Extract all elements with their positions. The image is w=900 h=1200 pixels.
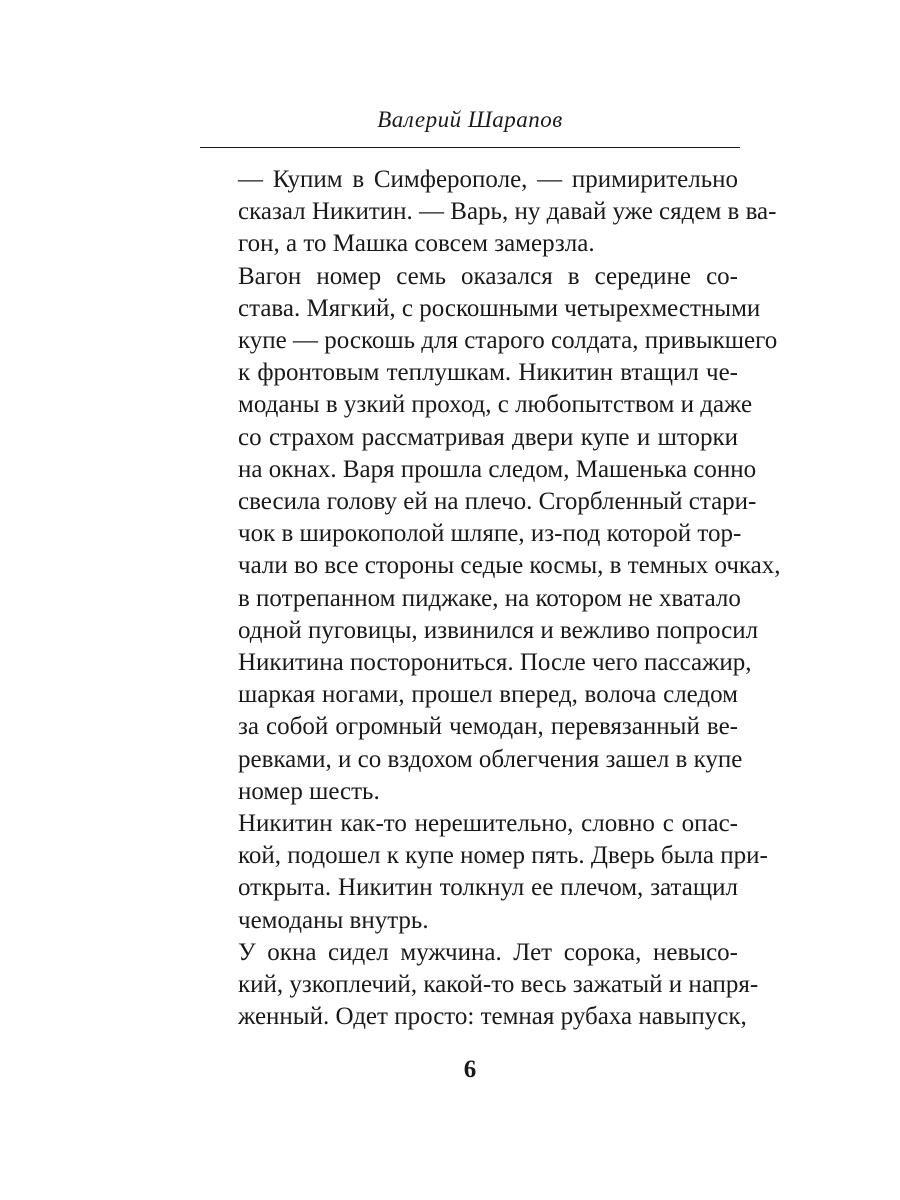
text-line: ревками, и со вздохом облегчения зашел в купе — [238, 745, 743, 773]
text-line: У окна сидел мужчина. Лет сорока, невысо- — [238, 938, 738, 966]
text-line: со страхом рассматривая двери купе и шторки — [238, 423, 738, 451]
text-line: кой, подошел к купе номер пять. Дверь была при- — [238, 842, 768, 870]
text-line: в потрепанном пиджаке, на котором не хватало — [238, 584, 741, 612]
body-text — [200, 164, 781, 1033]
text-line: чали во все стороны седые космы, в темных очках, — [238, 552, 781, 580]
running-title: Валерий Шарапов — [377, 107, 563, 132]
header-rule — [200, 147, 740, 148]
paragraph-3 — [200, 808, 768, 937]
text-line: к фронтовым теплушкам. Никитин втащил че- — [238, 359, 738, 387]
text-line: купе — роскошь для старого солдата, привыкшего — [238, 327, 778, 355]
text-line: моданы в узкий проход, с любопытством и даже — [238, 391, 753, 419]
text-line: одной пуговицы, извинился и вежливо попросил — [238, 616, 759, 644]
text-line: женный. Одет просто: темная рубаха навыпуск, — [238, 1003, 747, 1031]
page-number: 6 — [463, 1056, 477, 1083]
text-line: чемоданы внутрь. — [238, 906, 429, 934]
text-line: шаркая ногами, прошел вперед, волоча следом — [238, 681, 738, 709]
paragraph-4 — [200, 937, 759, 1034]
text-line: на окнах. Варя прошла следом, Машенька сонно — [238, 455, 757, 483]
paragraph-2 — [200, 261, 781, 808]
text-line: кий, узкоплечий, какой-то весь зажатый и напря- — [238, 971, 759, 999]
text-line: — Купим в Симферополе, — примирительно — [238, 166, 738, 193]
text-line: става. Мягкий, с роскошными четырехместными — [238, 294, 761, 322]
text-line: номер шесть. — [238, 777, 380, 805]
text-line: Никитина посторониться. После чего пассажир, — [238, 649, 752, 677]
paragraph-1 — [200, 164, 777, 261]
text-line: гон, а то Машка совсем замерзла. — [238, 230, 595, 258]
text-line: свесила голову ей на плечо. Сгорбленный стари- — [238, 488, 757, 516]
text-line: сказал Никитин. — Варь, ну давай уже сядем в ва- — [238, 198, 777, 226]
text-line: открыта. Никитин толкнул ее плечом, затащил — [238, 874, 738, 902]
text-line: Вагон номер семь оказался в середине со- — [238, 262, 738, 290]
text-line: Никитин как-то нерешительно, словно с опас- — [238, 810, 738, 838]
text-line: за собой огромный чемодан, перевязанный ве- — [238, 713, 738, 741]
text-line: чок в широкополой шляпе, из-под которой тор- — [238, 520, 742, 548]
